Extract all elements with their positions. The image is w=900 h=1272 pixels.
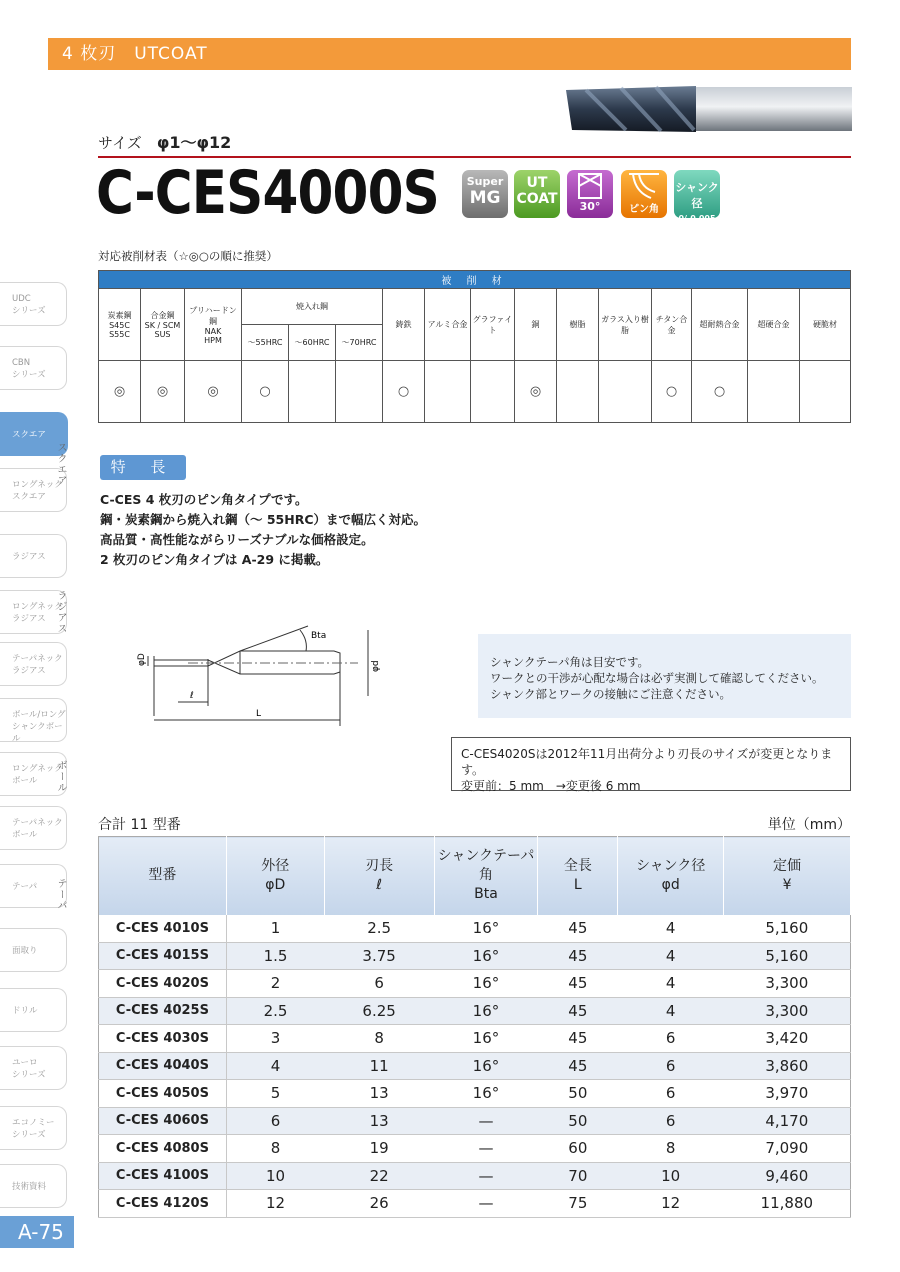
- table-cell: 19: [324, 1135, 434, 1163]
- table-cell: 3.75: [324, 942, 434, 970]
- table-cell: 60: [538, 1135, 618, 1163]
- spec-table: [98, 836, 851, 1218]
- table-cell: 6: [618, 1107, 724, 1135]
- table-cell: 4,170: [724, 1107, 851, 1135]
- table-row: [99, 1025, 851, 1053]
- table-cell: 4: [618, 915, 724, 943]
- sidebar-tab-7[interactable]: ボール/ロング シャンクボール: [0, 698, 67, 742]
- table-cell: 22: [324, 1162, 434, 1190]
- sidebar-tab-10[interactable]: テーパ: [0, 864, 67, 908]
- sidebar-section-label: ボール: [55, 760, 66, 793]
- table-cell: 6: [618, 1052, 724, 1080]
- super-mg-icon: Super MG: [462, 170, 508, 218]
- table-cell: 45: [538, 997, 618, 1025]
- table-cell: 8: [324, 1025, 434, 1053]
- size-range: サイズ φ1〜φ12: [98, 133, 232, 152]
- sidebar-section-label: ラジアス: [55, 590, 66, 634]
- table-cell: C-CES 4010S: [99, 915, 227, 943]
- overall-length-label: L: [256, 709, 262, 719]
- table-row: [99, 1135, 851, 1163]
- table-cell: 50: [538, 1080, 618, 1108]
- sidebar-tab-2[interactable]: スクエア: [0, 412, 68, 456]
- sidebar-tab-4[interactable]: ラジアス: [0, 534, 67, 578]
- sidebar-tab-12[interactable]: ドリル: [0, 988, 67, 1032]
- sidebar-tab-5[interactable]: ロングネック ラジアス: [0, 590, 67, 634]
- spec-header-4: 全長 L: [538, 837, 618, 915]
- table-cell: 4: [618, 970, 724, 998]
- table-cell: 16°: [434, 942, 538, 970]
- endmill-image: [566, 84, 852, 134]
- table-cell: 11: [324, 1052, 434, 1080]
- table-cell: C-CES 4015S: [99, 942, 227, 970]
- spec-header-5: シャンク径 φd: [618, 837, 724, 915]
- table-cell: C-CES 4020S: [99, 970, 227, 998]
- table-cell: 3,860: [724, 1052, 851, 1080]
- table-cell: 3,420: [724, 1025, 851, 1053]
- table-cell: 16°: [434, 970, 538, 998]
- table-cell: 16°: [434, 1080, 538, 1108]
- table-cell: 6: [226, 1107, 324, 1135]
- sidebar-tab-0[interactable]: UDC シリーズ: [0, 282, 67, 326]
- table-cell: 10: [618, 1162, 724, 1190]
- table-cell: C-CES 4100S: [99, 1162, 227, 1190]
- sidebar-tab-8[interactable]: ロングネック ボール: [0, 752, 67, 796]
- bta-label: Bta: [311, 631, 327, 641]
- table-row: [99, 1107, 851, 1135]
- table-cell: 12: [226, 1190, 324, 1218]
- table-cell: 6: [324, 970, 434, 998]
- table-row: [99, 1190, 851, 1218]
- table-cell: —: [434, 1135, 538, 1163]
- table-cell: 70: [538, 1162, 618, 1190]
- tool-dimension-diagram: [128, 620, 388, 730]
- sidebar-section-label: スクエア: [55, 442, 66, 486]
- table-cell: C-CES 4060S: [99, 1107, 227, 1135]
- sidebar-tab-14[interactable]: エコノミー シリーズ: [0, 1106, 67, 1150]
- table-row: [99, 1162, 851, 1190]
- table-cell: 6: [618, 1080, 724, 1108]
- model-count: 合計 11 型番: [98, 817, 181, 833]
- table-cell: 75: [538, 1190, 618, 1218]
- change-notice: C-CES4020Sは2012年11月出荷分より刃長のサイズが変更となります。 変更前：5 mm →変更後 6 mm: [451, 737, 851, 791]
- table-cell: 2: [226, 970, 324, 998]
- table-cell: C-CES 4040S: [99, 1052, 227, 1080]
- sharp-corner-icon: ピン角: [621, 170, 667, 218]
- unit-label: 単位（mm）: [767, 817, 851, 833]
- spec-header-0: 型番: [99, 837, 227, 915]
- taper-note: シャンクテーパ角は目安です。 ワークとの干渉が心配な場合は必ず実測して確認してください。 シャンク部とワークの接触にご注意ください。: [478, 634, 851, 718]
- table-cell: 1: [226, 915, 324, 943]
- table-cell: 6: [618, 1025, 724, 1053]
- table-cell: 50: [538, 1107, 618, 1135]
- table-cell: 5,160: [724, 942, 851, 970]
- sidebar-tab-11[interactable]: 面取り: [0, 928, 67, 972]
- table-cell: 3,970: [724, 1080, 851, 1108]
- phi-D-label: φD: [137, 653, 147, 666]
- table-row: [99, 970, 851, 998]
- sidebar-tab-13[interactable]: ユーロ シリーズ: [0, 1046, 67, 1090]
- table-cell: 45: [538, 970, 618, 998]
- sidebar-tab-15[interactable]: 技術資料: [0, 1164, 67, 1208]
- table-row: [99, 942, 851, 970]
- flute-length-label: ℓ: [190, 691, 194, 701]
- utcoat-icon: UT COAT: [514, 170, 560, 218]
- table-cell: 45: [538, 1052, 618, 1080]
- table-cell: —: [434, 1190, 538, 1218]
- table-cell: 16°: [434, 997, 538, 1025]
- table-cell: 16°: [434, 915, 538, 943]
- table-cell: 16°: [434, 1025, 538, 1053]
- table-cell: —: [434, 1162, 538, 1190]
- model-title: C-CES4000S: [96, 158, 439, 228]
- table-cell: 3,300: [724, 970, 851, 998]
- table-cell: 11,880: [724, 1190, 851, 1218]
- materials-title: 対応被削材表（☆◎○の順に推奨）: [98, 249, 278, 263]
- table-cell: 2.5: [324, 915, 434, 943]
- sidebar-tab-6[interactable]: テーパネック ラジアス: [0, 642, 67, 686]
- table-cell: 16°: [434, 1052, 538, 1080]
- table-cell: 5: [226, 1080, 324, 1108]
- helix-30-icon: 30°: [567, 170, 613, 218]
- table-cell: C-CES 4030S: [99, 1025, 227, 1053]
- table-cell: 8: [618, 1135, 724, 1163]
- shank-tolerance-icon: シャンク径 0/-0.005: [674, 170, 720, 218]
- table-cell: 10: [226, 1162, 324, 1190]
- table-cell: 4: [618, 942, 724, 970]
- table-cell: 26: [324, 1190, 434, 1218]
- phi-d-label: φd: [371, 660, 381, 672]
- table-cell: 8: [226, 1135, 324, 1163]
- table-cell: 6.25: [324, 997, 434, 1025]
- features-label: 特 長: [100, 455, 186, 480]
- table-cell: 4: [618, 997, 724, 1025]
- table-cell: 9,460: [724, 1162, 851, 1190]
- table-cell: 7,090: [724, 1135, 851, 1163]
- table-cell: C-CES 4120S: [99, 1190, 227, 1218]
- table-row: [99, 1052, 851, 1080]
- spec-header-1: 外径 φD: [226, 837, 324, 915]
- table-cell: 3: [226, 1025, 324, 1053]
- table-cell: 12: [618, 1190, 724, 1218]
- table-row: [99, 1080, 851, 1108]
- table-cell: 45: [538, 915, 618, 943]
- spec-header-2: 刃長 ℓ: [324, 837, 434, 915]
- table-cell: C-CES 4080S: [99, 1135, 227, 1163]
- table-cell: —: [434, 1107, 538, 1135]
- table-cell: 1.5: [226, 942, 324, 970]
- sidebar-tab-1[interactable]: CBN シリーズ: [0, 346, 67, 390]
- spec-header-6: 定価 ¥: [724, 837, 851, 915]
- sidebar-tab-3[interactable]: ロングネック スクエア: [0, 468, 67, 512]
- table-cell: 13: [324, 1107, 434, 1135]
- sidebar-section-label: テーパ: [55, 878, 66, 911]
- materials-table: 被 削 材 炭素鋼 S45C S55C 合金鋼 SK / SCM SUS プリハードン鋼 NAK HPM 焼入れ鋼 鋳鉄 アルミ合金 グラファイト 銅 樹脂 ガラス入り樹脂 チタン合金 超耐熱合金 超硬合金 硬脆材 〜55HRC 〜60HRC 〜70HRC ◎ ◎ ◎ ○ ○ ◎ ○ ○: [98, 270, 851, 423]
- table-row: [99, 915, 851, 943]
- table-cell: 4: [226, 1052, 324, 1080]
- table-cell: C-CES 4025S: [99, 997, 227, 1025]
- features-list: C-CES 4 枚刃のピン角タイプです。 鋼・炭素鋼から焼入れ鋼（〜 55HRC）まで幅広く対応。 高品質・高性能ながらリーズナブルな価格設定。 2 枚刃のピン角タイプは A-29 に掲載。: [100, 492, 427, 567]
- table-cell: 3,300: [724, 997, 851, 1025]
- table-row: [99, 997, 851, 1025]
- table-cell: 45: [538, 942, 618, 970]
- page-number: A-75: [0, 1216, 74, 1248]
- table-cell: 45: [538, 1025, 618, 1053]
- section-header: 4 枚刃 UTCOAT: [48, 38, 851, 70]
- spec-header-3: シャンクテーパ角 Bta: [434, 837, 538, 915]
- table-cell: C-CES 4050S: [99, 1080, 227, 1108]
- sidebar-tab-9[interactable]: テーパネック ボール: [0, 806, 67, 850]
- table-cell: 2.5: [226, 997, 324, 1025]
- table-cell: 5,160: [724, 915, 851, 943]
- table-cell: 13: [324, 1080, 434, 1108]
